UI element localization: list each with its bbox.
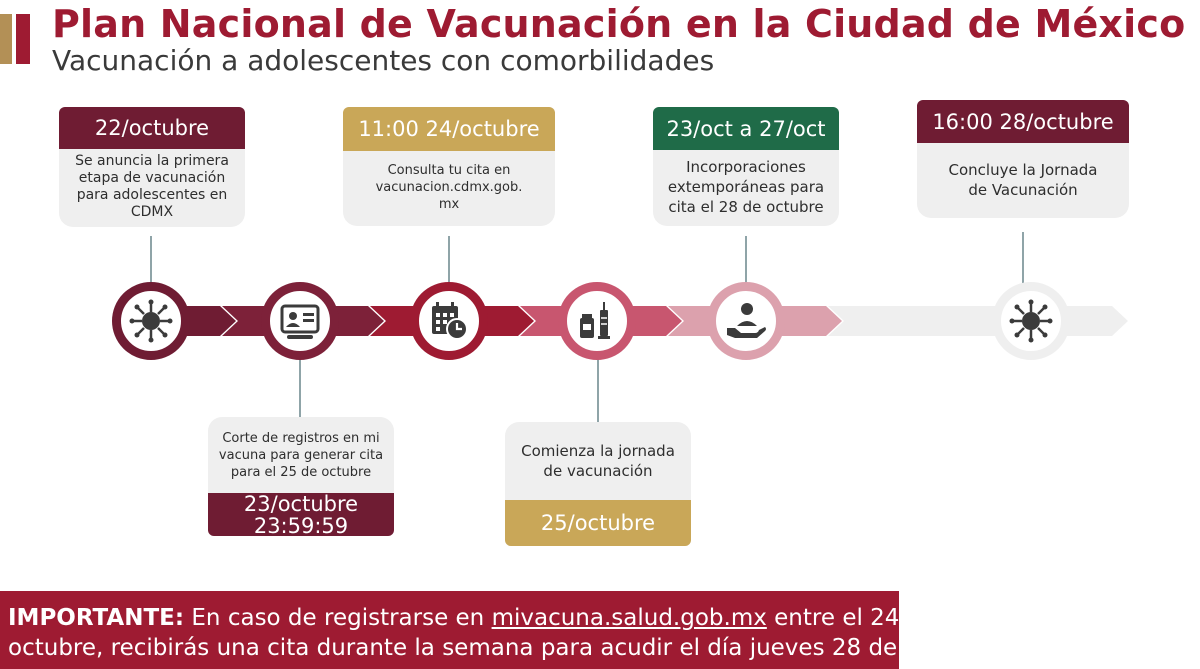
- connector-line: [597, 357, 599, 423]
- notice-label: IMPORTANTE:: [8, 605, 185, 631]
- milestone-circle-6: [992, 282, 1070, 360]
- important-notice: [0, 591, 993, 669]
- milestone-card-6: [917, 100, 1129, 218]
- milestone-text-line: Consulta tu cita en: [387, 162, 511, 178]
- connector-line: [745, 236, 747, 286]
- milestone-card-4: [505, 422, 691, 546]
- milestone-date: 16:00 28/octubre: [917, 100, 1129, 143]
- milestone-circle-3: [410, 282, 488, 360]
- notice-link[interactable]: mivacuna.salud.gob.mx: [491, 605, 767, 631]
- hand-person-icon: [723, 298, 769, 344]
- track-segment-6: [828, 306, 1128, 336]
- milestone-date-line: 23:59:59: [253, 513, 349, 538]
- milestone-text: Incorporaciones extemporáneas para cita el 28 de octubre: [667, 158, 825, 216]
- milestone-card-2: [208, 417, 394, 536]
- milestone-text: Corte de registros en mi vacuna para generar cita para el 25 de octubre: [218, 430, 384, 480]
- milestone-date-line: 23/octubre: [243, 491, 359, 516]
- milestone-text-line: mx: [438, 196, 460, 212]
- milestone-text-line: vacunacion.cdmx.gob.: [375, 179, 523, 195]
- milestone-circle-5: [707, 282, 785, 360]
- connector-line: [299, 357, 301, 420]
- page-subtitle: Vacunación a adolescentes con comorbilidades: [52, 44, 715, 77]
- milestone-text: [343, 151, 555, 223]
- milestone-text: Se anuncia la primera etapa de vacunación para adolescentes en CDMX: [75, 153, 229, 220]
- milestone-circle-4: [558, 282, 636, 360]
- milestone-circle-1: [112, 282, 190, 360]
- milestone-date: 22/octubre: [59, 107, 245, 149]
- milestone-card-5: [653, 107, 839, 226]
- milestone-text: Comienza la jornada de vacunación: [521, 442, 675, 480]
- milestone-date: 25/octubre: [505, 500, 691, 546]
- milestone-date: 23/oct a 27/oct: [653, 107, 839, 150]
- id-card-icon: [277, 298, 323, 344]
- milestone-date: [208, 493, 394, 536]
- milestone-circle-2: [261, 282, 339, 360]
- page-title: Plan Nacional de Vacunación en la Ciudad de México: [52, 2, 1186, 46]
- connector-line: [1022, 232, 1024, 286]
- virus-icon: [128, 298, 174, 344]
- calendar-clock-icon: [426, 298, 472, 344]
- connector-line: [448, 236, 450, 286]
- milestone-date: 11:00 24/octubre: [343, 107, 555, 151]
- milestone-card-1: [59, 107, 245, 227]
- notice-text: En caso de registrarse en: [184, 605, 492, 631]
- milestone-card-3: [343, 107, 555, 226]
- notice-text: entre el 24 y 27 de: [766, 605, 993, 631]
- virus-icon: [1008, 298, 1054, 344]
- connector-line: [150, 236, 152, 286]
- vaccine-icon: [574, 298, 620, 344]
- milestone-text: Concluye la Jornada de Vacunación: [948, 161, 1098, 199]
- notice-text: octubre, recibirás una cita durante la semana para acudir el día jueves 28 de octubre: [8, 635, 993, 661]
